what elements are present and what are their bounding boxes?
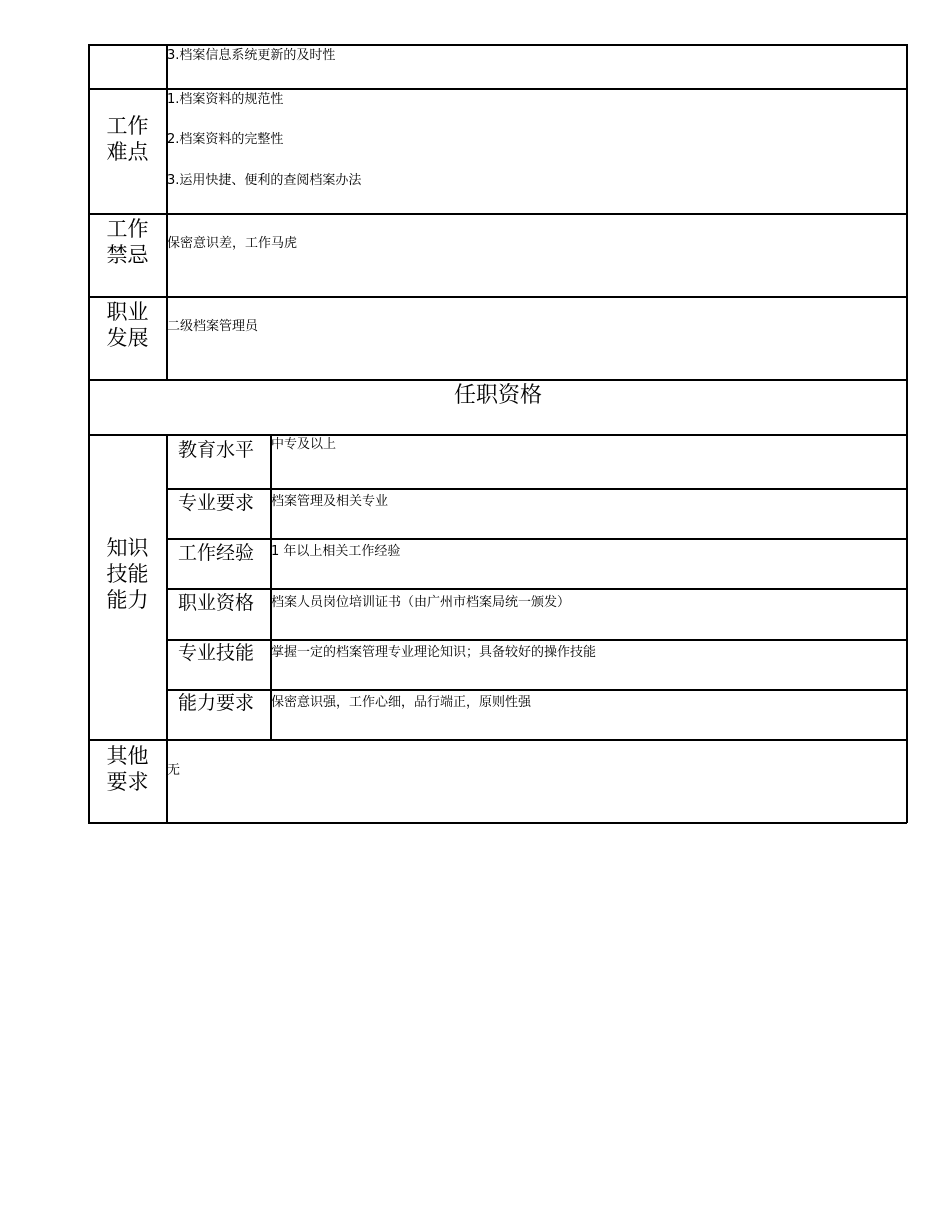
section-title: 任职资格 (454, 383, 543, 408)
rule (88, 822, 907, 824)
taboo-text: 保密意识差，工作马虎 (167, 236, 298, 251)
rule (166, 538, 907, 540)
responsibility-item: 3.档案信息系统更新的及时性 (167, 48, 336, 63)
qualification-label: 专业要求 (178, 492, 255, 514)
other-text: 无 (167, 763, 181, 778)
row-label-career: 职业 发展 (106, 300, 149, 350)
difficulty-item: 1.档案资料的规范性 (167, 92, 284, 107)
difficulty-item: 2.档案资料的完整性 (167, 132, 284, 147)
rule (88, 434, 907, 436)
career-text: 二级档案管理员 (167, 319, 259, 334)
rule (88, 296, 907, 298)
rule (166, 639, 907, 641)
rule (166, 588, 907, 590)
qualification-label: 职业资格 (178, 592, 255, 614)
rule (166, 488, 907, 490)
qualification-label: 专业技能 (178, 642, 255, 664)
rule (88, 739, 907, 741)
qualification-value: 中专及以上 (271, 437, 337, 452)
rule (88, 213, 907, 215)
row-label-other: 其他 要求 (106, 744, 149, 794)
qualification-value: 保密意识强，工作心细，品行端正，原则性强 (271, 695, 532, 710)
qualification-value: 档案人员岗位培训证书（由广州市档案局统一颁发） (271, 595, 571, 610)
qualification-value: 档案管理及相关专业 (271, 494, 389, 509)
row-label-difficulty: 工作 难点 (106, 114, 149, 164)
qualification-value: 1 年以上相关工作经验 (271, 544, 401, 559)
qualification-label: 能力要求 (178, 692, 255, 714)
row-label-taboo: 工作 禁忌 (106, 217, 149, 267)
rule (166, 689, 907, 691)
qualification-label: 教育水平 (178, 439, 255, 461)
difficulty-item: 3.运用快捷、便利的查阅档案办法 (167, 173, 362, 188)
rule (88, 44, 907, 46)
rule (88, 379, 907, 381)
qualification-label: 工作经验 (178, 542, 255, 564)
group-label-knowledge: 知识 技能 能力 (106, 536, 149, 612)
rule (88, 88, 907, 90)
qualification-value: 掌握一定的档案管理专业理论知识；具备较好的操作技能 (271, 645, 597, 660)
rule (906, 44, 908, 823)
